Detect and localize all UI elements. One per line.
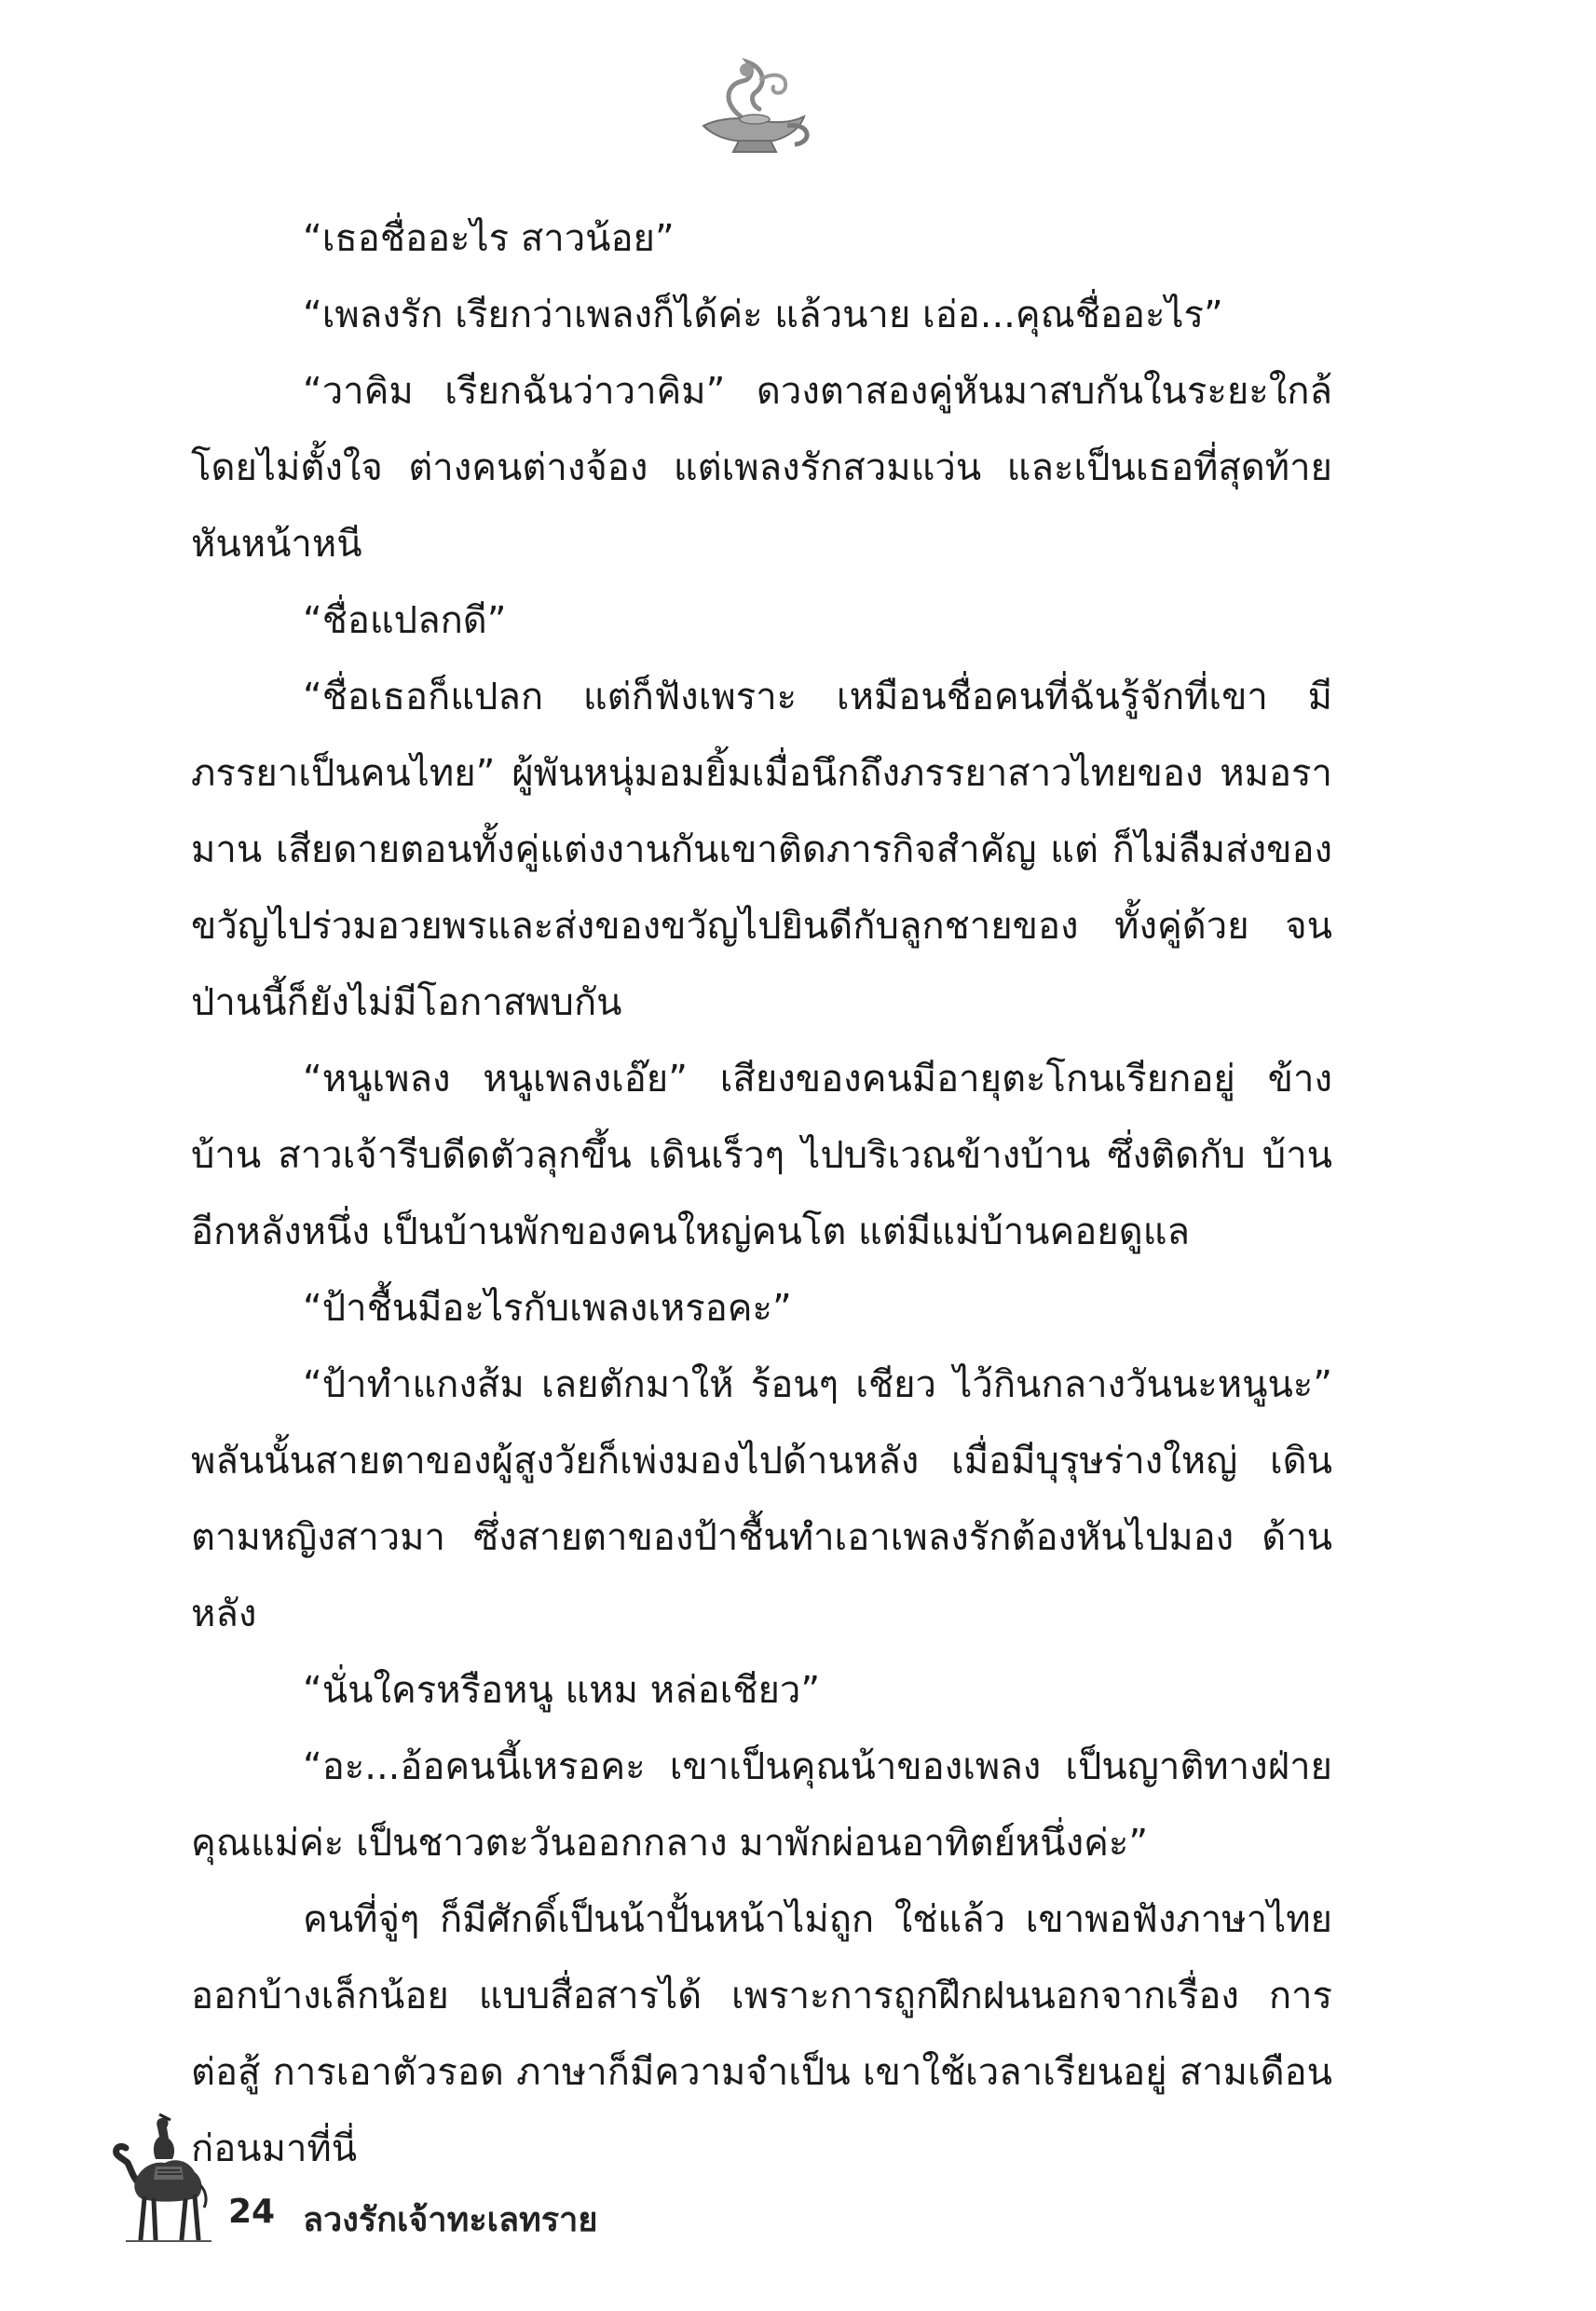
paragraph-5: “ชื่อเธอก็แปลก แต่ก็ฟังเพราะ เหมือนชื่อคนที่ฉันรู้จักที่เขา มีภรรยาเป็นคนไทย” ผู้พันหนุ่มอมยิ้มเมื่อนึกถึงภรรยาสาวไทยของ หมอรามาน เสียดายตอนทั้งคู่แต่งงานกันเขาติดภารกิจสำคัญ แต่ ก็ไม่ลืมส่งของขวัญไปร่วมอวยพรและส่งของขวัญไปยินดีกับลูกชายของ ทั้งคู่ด้วย จนป่านนี้ก็ยังไม่มีโอกาสพบกัน (191, 676, 1332, 1024)
paragraph-1: “เธอชื่ออะไร สาวน้อย” (303, 217, 675, 260)
page-number: 24 (228, 2193, 276, 2231)
page-footer (107, 2111, 759, 2250)
paragraph-10: “อะ...อ้อคนนี้เหรอคะ เขาเป็นคุณน้าของเพลง เป็นญาติทางฝ่าย คุณแม่ค่ะ เป็นชาวตะวันออกกลาง มาพักผ่อนอาทิตย์หนึ่งค่ะ” (191, 1745, 1332, 1865)
genie-lamp-icon (685, 51, 825, 163)
paragraph-8: “ป้าทำแกงส้ม เลยตักมาให้ ร้อนๆ เชียว ไว้กินกลางวันนะหนูนะ” พลันนั้นสายตาของผู้สูงวัยก็เพ่งมองไปด้านหลัง เมื่อมีบุรุษร่างใหญ่ เดินตามหญิงสาวมา ซึ่งสายตาของป้าชื้นทำเอาเพลงรักต้องหันไปมอง ด้านหลัง (191, 1363, 1332, 1635)
chapter-body (191, 200, 1332, 2187)
paragraph-4: “ชื่อแปลกดี” (303, 599, 507, 642)
paragraph-6: “หนูเพลง หนูเพลงเอ๊ย” เสียงของคนมีอายุตะโกนเรียกอยู่ ข้างบ้าน สาวเจ้ารีบดีดตัวลุกขึ้น เดินเร็วๆ ไปบริเวณข้างบ้าน ซึ่งติดกับ บ้านอีกหลังหนึ่ง เป็นบ้านพักของคนใหญ่คนโต แต่มีแม่บ้านคอยดูแล (191, 1058, 1332, 1253)
paragraph-9: “นั่นใครหรือหนู แหม หล่อเชียว” (303, 1669, 821, 1712)
paragraph-3: “วาคิม เรียกฉันว่าวาคิม” ดวงตาสองคู่หันมาสบกันในระยะใกล้ โดยไม่ตั้งใจ ต่างคนต่างจ้อง แต่เพลงรักสวมแว่น และเป็นเธอที่สุดท้าย หันหน้าหนี (191, 370, 1332, 566)
paragraph-11: คนที่จู่ๆ ก็มีศักดิ์เป็นน้าปั้นหน้าไม่ถูก ใช่แล้ว เขาพอฟังภาษาไทย ออกบ้างเล็กน้อย แบบสื่อสารได้ เพราะการถูกฝึกฝนนอกจากเรื่อง การต่อสู้ การเอาตัวรอด ภาษาก็มีความจำเป็น เขาใช้เวลาเรียนอยู่ สามเดือนก่อนมาที่นี่ (191, 1898, 1332, 2170)
book-title: ลวงรักเจ้าทะเลทราย (303, 2201, 598, 2239)
paragraph-2: “เพลงรัก เรียกว่าเพลงก็ได้ค่ะ แล้วนาย เอ่อ...คุณชื่ออะไร” (303, 294, 1223, 336)
camel-rider-icon (107, 2111, 214, 2246)
paragraph-7: “ป้าชื้นมีอะไรกับเพลงเหรอคะ” (303, 1287, 792, 1330)
